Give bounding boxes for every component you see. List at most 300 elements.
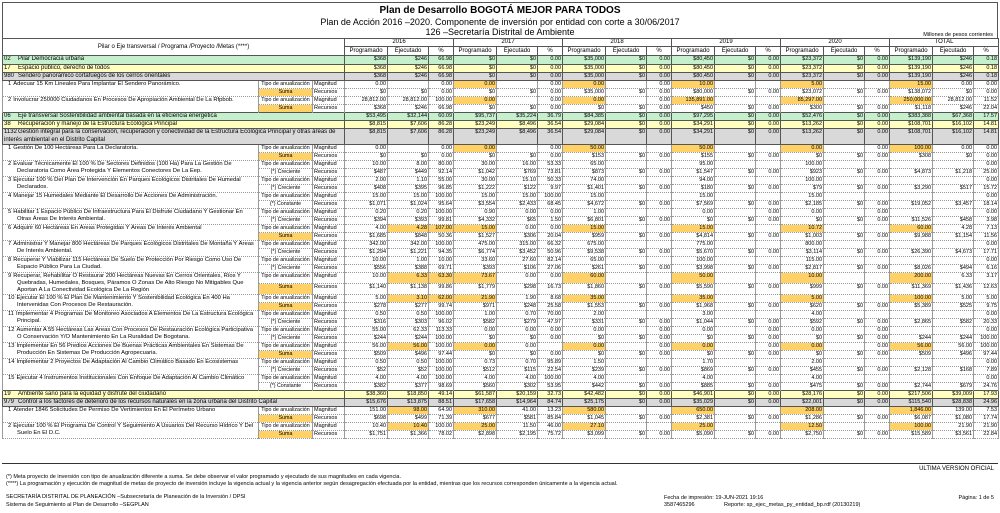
value-cell: 73.67 xyxy=(454,272,497,283)
value-cell: $7,569 xyxy=(672,200,715,208)
value-cell: $1,003 xyxy=(781,232,824,240)
value-cell: $0 xyxy=(454,104,497,112)
value-cell: $261 xyxy=(563,264,606,272)
value-cell xyxy=(715,96,756,104)
recursos-label: Recursos xyxy=(313,283,345,294)
value-cell: 0.00 xyxy=(756,382,781,390)
value-cell: 0.00 xyxy=(538,144,563,152)
value-cell: $0 xyxy=(715,390,756,398)
table-row xyxy=(3,406,999,414)
value-cell: 85,297.00 xyxy=(781,96,824,104)
value-cell: 0.20 xyxy=(345,208,388,216)
magnitud-label: Magnitud xyxy=(313,406,345,414)
value-cell: 97.44 xyxy=(429,350,454,358)
value-cell: 56.00 xyxy=(388,342,429,350)
value-cell xyxy=(824,80,865,88)
value-cell: 5.00 xyxy=(933,294,974,302)
value-cell: $23,249 xyxy=(454,121,497,129)
value-cell: 15.00 xyxy=(388,192,429,200)
value-cell: 100.00 xyxy=(429,334,454,342)
value-cell: 0.00 xyxy=(865,208,890,216)
table-row xyxy=(3,121,999,129)
value-cell: $246 xyxy=(388,64,429,72)
value-cell: $8,496 xyxy=(497,121,538,129)
value-cell: $0 xyxy=(672,216,715,224)
value-cell: 94.35 xyxy=(429,248,454,256)
value-cell xyxy=(606,224,647,232)
value-cell: 100.00 xyxy=(429,374,454,382)
table-row xyxy=(3,176,999,184)
value-cell: 0.00 xyxy=(563,96,606,104)
sub-header: Ejecutado xyxy=(715,47,756,56)
value-cell: $393 xyxy=(388,216,429,224)
value-cell: 0.00 xyxy=(756,104,781,112)
value-cell: $279 xyxy=(497,318,538,326)
value-cell: $0 xyxy=(606,318,647,326)
meta-label: 1 Atender 1846 Solicitudes De Permiso De Vertimientos En El Perímetro Urbano xyxy=(3,406,259,422)
report-file-name: Reporte: sp_ejec_metas_py_entidad_bp.rdf (20130219) xyxy=(724,502,861,508)
value-cell: $1,154 xyxy=(933,232,974,240)
value-cell: 0.00 xyxy=(781,342,824,350)
value-cell xyxy=(756,80,781,88)
anualizacion-type: (*) Constante xyxy=(259,382,313,390)
value-cell: 86.28 xyxy=(429,121,454,129)
value-cell: $1,436 xyxy=(933,283,974,294)
value-cell: $698 xyxy=(345,414,388,422)
value-cell: $6,087 xyxy=(890,414,933,422)
table-row xyxy=(3,192,999,200)
value-cell: 15.00 xyxy=(890,80,933,88)
value-cell: $52,476 xyxy=(781,112,824,120)
value-cell xyxy=(715,326,756,334)
meta-number: 4 xyxy=(8,192,12,199)
value-cell: 0.00 xyxy=(933,144,974,152)
value-cell: $4,673 xyxy=(933,248,974,256)
value-cell: $22,001 xyxy=(781,398,824,406)
value-cell: 0.00 xyxy=(345,144,388,152)
value-cell: 0.00 xyxy=(538,334,563,342)
value-cell xyxy=(933,358,974,366)
print-date: Fecha de impresión: 19-JUN-2021 19:16 xyxy=(664,495,764,501)
value-cell: $0 xyxy=(824,72,865,80)
value-cell xyxy=(933,192,974,200)
value-cell: 10.72 xyxy=(781,224,824,232)
value-cell: 5.00 xyxy=(781,80,824,88)
value-cell: $1,779 xyxy=(454,283,497,294)
value-cell: $84,385 xyxy=(563,112,606,120)
anualizacion-label: Tipo de anualización xyxy=(259,294,313,302)
value-cell xyxy=(824,310,865,318)
value-cell xyxy=(715,192,756,200)
value-cell: $15,676 xyxy=(345,398,388,406)
value-cell: $0 xyxy=(606,414,647,422)
value-cell xyxy=(606,80,647,88)
value-cell: 0.00 xyxy=(647,64,672,72)
value-cell: $0 xyxy=(715,283,756,294)
value-cell: $0 xyxy=(824,382,865,390)
value-cell: $29,084 xyxy=(563,121,606,129)
value-cell: $155 xyxy=(672,152,715,160)
value-cell: $0 xyxy=(715,104,756,112)
value-cell: 24.76 xyxy=(974,382,999,390)
value-cell: $0 xyxy=(715,184,756,192)
value-cell: $1,547 xyxy=(672,168,715,176)
value-cell: $0 xyxy=(606,72,647,80)
value-cell: $38,360 xyxy=(345,390,388,398)
value-cell: 50.33 xyxy=(538,176,563,184)
value-cell: $28,176 xyxy=(781,390,824,398)
value-cell: $0 xyxy=(715,168,756,176)
value-cell xyxy=(756,406,781,414)
value-cell: $0 xyxy=(933,152,974,160)
value-cell: 250,000.00 xyxy=(890,96,933,104)
value-cell: 5.00 xyxy=(781,294,824,302)
recursos-label: Recursos xyxy=(313,88,345,96)
value-cell: 0.00 xyxy=(974,80,999,88)
value-cell: $769 xyxy=(497,168,538,176)
value-cell: 50.00 xyxy=(672,272,715,283)
value-cell: $873 xyxy=(563,168,606,176)
value-cell xyxy=(824,294,865,302)
value-cell: $180 xyxy=(672,184,715,192)
value-cell: 0.00 xyxy=(865,334,890,342)
sub-header: % xyxy=(865,47,890,56)
magnitud-label: Magnitud xyxy=(313,256,345,264)
value-cell: 0.00 xyxy=(647,80,672,88)
value-cell: 15.00 xyxy=(497,192,538,200)
value-cell: 0.00 xyxy=(756,232,781,240)
value-cell: 65.00 xyxy=(563,256,606,264)
value-cell xyxy=(933,240,974,248)
value-cell: $525 xyxy=(933,302,974,310)
value-cell: $115 xyxy=(497,366,538,374)
value-cell: $408 xyxy=(345,184,388,192)
value-cell: 15.00 xyxy=(454,224,497,232)
value-cell: 15.00 xyxy=(454,192,497,200)
value-cell: $9,988 xyxy=(890,232,933,240)
recursos-label: Recursos xyxy=(313,200,345,208)
value-cell: 70.00 xyxy=(538,310,563,318)
table-row xyxy=(3,390,999,398)
table-row xyxy=(3,256,999,264)
value-cell: $0 xyxy=(715,414,756,422)
value-cell: 0.00 xyxy=(756,350,781,358)
value-cell: 0.00 xyxy=(865,248,890,256)
row-label: 19 Ambiente sano para la equidad y disfrute del ciudadano xyxy=(3,390,345,398)
meta-label: 1 Gestión De 100 Hectáreas Para La Declaratoria. xyxy=(3,144,259,160)
value-cell xyxy=(647,310,672,318)
value-cell: 100.00 xyxy=(672,256,715,264)
anualizacion-label: Tipo de anualización xyxy=(259,160,313,168)
value-cell: $5,389 xyxy=(890,302,933,310)
footnote-asterisk: (*) Meta proyecto de inversión con tipo de anualización diferente a suma. Se debe observar el valor programado y ejecutado de sus magnitudes en cada vigencia. xyxy=(6,474,402,480)
value-cell: 4.00 xyxy=(454,374,497,382)
value-cell: 0.00 xyxy=(647,283,672,294)
value-cell xyxy=(647,256,672,264)
value-cell xyxy=(865,96,890,104)
value-cell: 8.68 xyxy=(538,294,563,302)
value-cell xyxy=(756,422,781,430)
value-cell: $246 xyxy=(933,72,974,80)
value-cell: 0.00 xyxy=(865,216,890,224)
value-cell: 21.90 xyxy=(974,422,999,430)
value-cell: 0.00 xyxy=(865,326,890,334)
anualizacion-label: Tipo de anualización xyxy=(259,144,313,152)
value-cell: 9.75 xyxy=(974,302,999,310)
value-cell: 0.00 xyxy=(865,302,890,310)
value-cell: $246 xyxy=(388,72,429,80)
value-cell: $1,118 xyxy=(890,104,933,112)
value-cell: 0.00 xyxy=(647,88,672,96)
value-cell: 0.00 xyxy=(865,144,890,152)
value-cell: $3,452 xyxy=(497,248,538,256)
value-cell: $560 xyxy=(454,382,497,390)
anualizacion-type: (*) Constante xyxy=(259,200,313,208)
value-cell: $582 xyxy=(454,318,497,326)
value-cell: 0.00 xyxy=(647,72,672,80)
value-cell: 0.00 xyxy=(454,144,497,152)
meta-label: 15 Ejecutar 4 Instrumentos Institucionales Con Enfoque De Adaptación Al Cambio Climático xyxy=(3,374,259,390)
value-cell: 0.00 xyxy=(538,224,563,232)
report-footer xyxy=(0,463,1000,513)
value-cell xyxy=(824,144,865,152)
plan-title: Plan de Desarrollo BOGOTÁ MEJOR PARA TODOS xyxy=(379,5,621,16)
value-cell: 6.33 xyxy=(388,272,429,283)
value-cell xyxy=(933,310,974,318)
units-note: Millones de pesos corrientes xyxy=(923,32,993,39)
table-row xyxy=(3,294,999,302)
value-cell: $108,701 xyxy=(890,129,933,144)
sub-header: % xyxy=(974,47,999,56)
meta-number: 1 xyxy=(8,144,12,151)
value-cell: $1,218 xyxy=(933,168,974,176)
value-cell xyxy=(865,374,890,382)
value-cell: $7,606 xyxy=(388,121,429,129)
value-cell: 28,812.00 xyxy=(933,96,974,104)
value-cell: 0.00 xyxy=(647,96,672,104)
value-cell: 15.00 xyxy=(563,192,606,200)
magnitud-label: Magnitud xyxy=(313,358,345,366)
value-cell: $0 xyxy=(454,56,497,64)
value-cell: $244 xyxy=(890,334,933,342)
value-cell: 0.00 xyxy=(647,121,672,129)
meta-label: 1 Adecuar 15 Km Lineales Para Implantar El Sendero Panorámico. xyxy=(3,80,259,96)
value-cell: 800.00 xyxy=(781,240,824,248)
value-cell: 0.00 xyxy=(454,80,497,88)
value-cell: $4,672 xyxy=(563,200,606,208)
value-cell: $20,159 xyxy=(497,390,538,398)
recursos-label: Recursos xyxy=(313,414,345,422)
value-cell: $885 xyxy=(672,382,715,390)
value-cell: 0.00 xyxy=(865,152,890,160)
value-cell: 12.63 xyxy=(974,283,999,294)
value-cell: $1,042 xyxy=(454,168,497,176)
value-cell: 16.00 xyxy=(497,160,538,168)
value-cell: $0 xyxy=(824,56,865,64)
value-cell: 0.00 xyxy=(865,168,890,176)
meta-label: 3 Ejecutar 100 % Del Plan De Intervención En Parques Ecológicos Distritales De Humedal Declarados. xyxy=(3,176,259,192)
value-cell: 0.00 xyxy=(538,104,563,112)
value-cell: 151.00 xyxy=(345,406,388,414)
value-cell: 0.00 xyxy=(865,104,890,112)
value-cell: $34,291 xyxy=(672,129,715,144)
value-cell: $0 xyxy=(606,283,647,294)
value-cell: $0 xyxy=(824,88,865,96)
value-cell: 17.93 xyxy=(974,390,999,398)
table-row xyxy=(3,160,999,168)
value-cell: $556 xyxy=(345,264,388,272)
value-cell: 0.00 xyxy=(497,326,538,334)
sub-header: Ejecutado xyxy=(933,47,974,56)
value-cell: 46.00 xyxy=(538,422,563,430)
value-cell: $2,898 xyxy=(454,430,497,438)
value-cell xyxy=(756,144,781,152)
value-cell: $2,750 xyxy=(781,430,824,438)
value-cell: 84.74 xyxy=(538,398,563,406)
value-cell: $65 xyxy=(497,216,538,224)
anualizacion-type: (*) Creciente xyxy=(259,366,313,374)
value-cell: $3,099 xyxy=(563,430,606,438)
value-cell: $0 xyxy=(781,152,824,160)
value-cell: 100.00 xyxy=(429,208,454,216)
value-cell: $0 xyxy=(781,350,824,358)
value-cell: $393 xyxy=(454,264,497,272)
value-cell xyxy=(865,422,890,430)
value-cell: 0.00 xyxy=(781,144,824,152)
value-cell: 200.00 xyxy=(890,272,933,283)
value-cell: 27.60 xyxy=(497,256,538,264)
value-cell: $382 xyxy=(345,382,388,390)
value-cell: $581 xyxy=(497,414,538,422)
value-cell: 60.00 xyxy=(563,272,606,283)
value-cell xyxy=(865,80,890,88)
table-row xyxy=(3,56,999,64)
value-cell: 20.33 xyxy=(974,318,999,326)
anualizacion-label: Tipo de anualización xyxy=(259,326,313,334)
value-cell: 47.97 xyxy=(538,318,563,326)
value-cell: $331 xyxy=(563,318,606,326)
year-header: 2020 xyxy=(781,39,890,47)
value-cell: $1,024 xyxy=(388,200,429,208)
value-cell: 0.00 xyxy=(647,350,672,358)
value-cell: $2,433 xyxy=(497,200,538,208)
recursos-label: Recursos xyxy=(313,232,345,240)
value-cell xyxy=(497,96,538,104)
value-cell: $0 xyxy=(606,264,647,272)
magnitud-label: Magnitud xyxy=(313,208,345,216)
value-cell: 100.00 xyxy=(538,374,563,382)
value-cell: 21.90 xyxy=(454,294,497,302)
value-cell: 21.90 xyxy=(933,422,974,430)
value-cell: 6.33 xyxy=(933,272,974,283)
value-cell: $1,286 xyxy=(781,414,824,422)
value-cell: 11.50 xyxy=(497,422,538,430)
value-cell xyxy=(715,310,756,318)
row-code: 980 xyxy=(4,72,15,79)
value-cell: 88.51 xyxy=(429,398,454,406)
value-cell xyxy=(933,256,974,264)
value-cell xyxy=(756,310,781,318)
value-cell: $509 xyxy=(345,350,388,358)
value-cell: 18.14 xyxy=(974,200,999,208)
report-subtitle: Plan de Acción 2016 –2020. Componente de inversión por entidad con corte a 30/06/2017 xyxy=(320,16,680,27)
meta-label: 10 Ejecutar El 100 % El Plan De Mantenimiento Y Sostenibilidad Ecológica En 400 Ha Intervenidas Con Procesos De Restauración. xyxy=(3,294,259,310)
value-cell xyxy=(824,192,865,200)
value-cell xyxy=(933,208,974,216)
meta-number: 15 xyxy=(8,374,15,381)
value-cell: 56.00 xyxy=(933,342,974,350)
value-cell: $368 xyxy=(345,56,388,64)
value-cell: 100.00 xyxy=(890,144,933,152)
value-cell: 0.00 xyxy=(647,264,672,272)
value-cell xyxy=(890,358,933,366)
magnitud-label: Magnitud xyxy=(313,422,345,430)
value-cell: 208.00 xyxy=(781,406,824,414)
value-cell: 0.00 xyxy=(756,326,781,334)
value-cell: $53,495 xyxy=(345,112,388,120)
value-cell: 0.00 xyxy=(974,160,999,168)
value-cell: 0.00 xyxy=(429,88,454,96)
value-cell: 0.00 xyxy=(974,326,999,334)
year-header: 2016 xyxy=(345,39,454,47)
value-cell: 66.98 xyxy=(429,56,454,64)
value-cell: 98.00 xyxy=(388,406,429,414)
value-cell: $95,737 xyxy=(454,112,497,120)
value-cell: 100.00 xyxy=(890,422,933,430)
anualizacion-label: Tipo de anualización xyxy=(259,96,313,104)
value-cell: $0 xyxy=(824,184,865,192)
value-cell: 0.00 xyxy=(974,240,999,248)
table-row xyxy=(3,80,999,88)
value-cell: 55.00 xyxy=(345,326,388,334)
value-cell: 25.00 xyxy=(974,168,999,176)
anualizacion-label: Tipo de anualización xyxy=(259,240,313,248)
year-header: TOTAL xyxy=(890,39,999,47)
value-cell: 4.28 xyxy=(933,224,974,232)
value-cell: $11,526 xyxy=(890,216,933,224)
value-cell: 0.00 xyxy=(538,272,563,283)
value-cell: 49.14 xyxy=(429,390,454,398)
value-cell: 315.00 xyxy=(497,240,538,248)
value-cell: $620 xyxy=(781,302,824,310)
value-cell: $0 xyxy=(824,414,865,422)
value-cell xyxy=(715,342,756,350)
value-cell xyxy=(865,176,890,184)
value-cell: 10.00 xyxy=(345,272,388,283)
table-row xyxy=(3,96,999,104)
entity-title: 126 –Secretaría Distrital de Ambiente xyxy=(425,26,575,37)
value-cell: 10.00 xyxy=(781,272,824,283)
value-cell: 1.70 xyxy=(672,358,715,366)
value-cell: $1,138 xyxy=(388,283,429,294)
value-cell xyxy=(606,406,647,414)
value-cell: 10.00 xyxy=(345,256,388,264)
value-cell: 14.81 xyxy=(974,121,999,129)
value-cell xyxy=(647,358,672,366)
value-cell: $23,372 xyxy=(781,56,824,64)
value-cell: 35.00 xyxy=(563,294,606,302)
recursos-label: Recursos xyxy=(313,334,345,342)
value-cell: 100.00 xyxy=(538,192,563,200)
value-cell: 107.00 xyxy=(429,224,454,232)
meta-label: 9 Recuperar, Rehabilitar O Restaurar 200 Hectáreas Nuevas En Cerros Orientales, Ríos Y Quebradas, Humedales, Bosques, Páramos O Zonas De Alto Riesgo No Mitigables Que Aportan A La Conectividad Ecológica De La Región xyxy=(3,272,259,294)
value-cell: 12.50 xyxy=(781,422,824,430)
anualizacion-type: Suma xyxy=(259,104,313,112)
value-cell: $971 xyxy=(454,302,497,310)
value-cell xyxy=(606,96,647,104)
value-cell: 63.30 xyxy=(429,272,454,283)
value-cell: 20.04 xyxy=(538,232,563,240)
